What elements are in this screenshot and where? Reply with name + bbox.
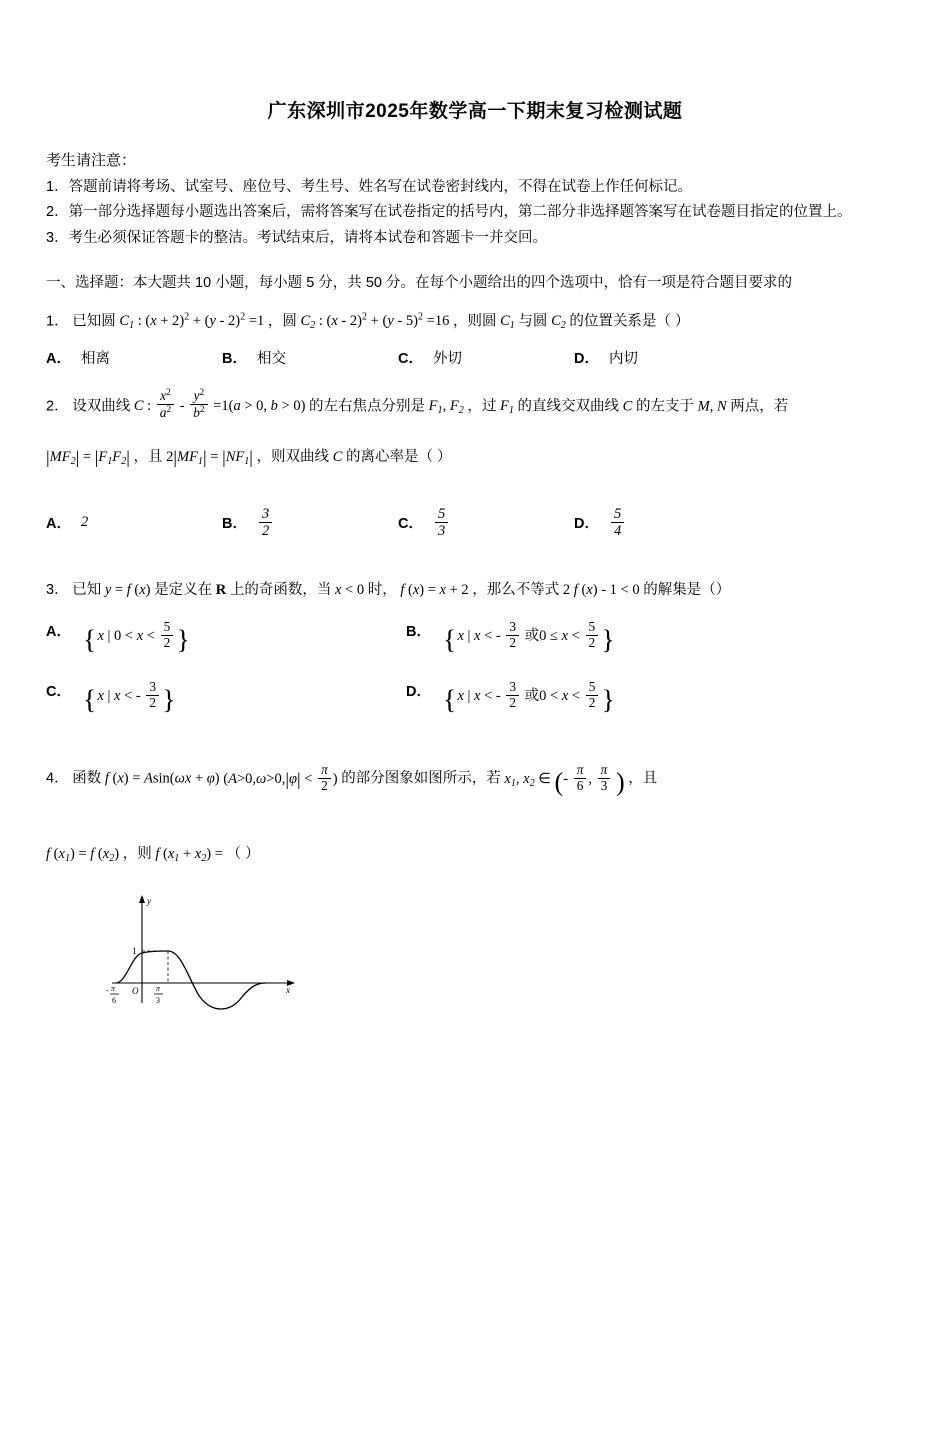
option-2c[interactable] bbox=[398, 506, 574, 539]
svg-text:π: π bbox=[156, 984, 161, 994]
option-2a-value: 2 bbox=[80, 514, 89, 531]
page-title: 广东深圳市2025年数学高一下期末复习检测试题 bbox=[267, 101, 683, 122]
option-3d-set: { x | x < - $\frac{3}{2}$ 或0 < x < $\frac{5}{2}$ } bbox=[442, 678, 615, 715]
question-4-figure bbox=[90, 893, 904, 1028]
svg-text:3: 3 bbox=[156, 996, 160, 1006]
option-3b-label: B． bbox=[406, 624, 431, 641]
question-2-condition-1: $|MF_2| = |F_1F_2|$ bbox=[46, 446, 130, 467]
question-2-text-h: ，则双曲线 bbox=[256, 448, 330, 465]
question-4 bbox=[46, 761, 904, 803]
question-3-condition: x < 0 bbox=[334, 582, 365, 599]
question-2-f1: $F_1$ bbox=[500, 397, 514, 417]
option-3b[interactable] bbox=[406, 620, 766, 655]
question-2-text-f: 两点，若 bbox=[730, 397, 789, 414]
question-1-c1-ref: $C_1$ bbox=[500, 313, 515, 332]
option-2d-label: D． bbox=[574, 516, 599, 533]
option-3c-label: C． bbox=[46, 683, 71, 700]
option-3b-set: { x | x < - $\frac{3}{2}$ 或0 ≤ x < $\frac{5}{2}$ } bbox=[442, 619, 615, 655]
question-2-curve-c: C bbox=[622, 397, 633, 414]
question-1-circle1-equation: $C_1$ : $(x + 2)^2 + (y - 2)^2 =1$ bbox=[119, 311, 268, 332]
option-2c-num: 5 bbox=[435, 506, 448, 523]
option-3a[interactable] bbox=[46, 620, 406, 655]
question-1 bbox=[46, 310, 904, 335]
question-2-number: 2． bbox=[46, 397, 69, 414]
notice-heading: 考生请注意： bbox=[46, 152, 137, 169]
option-2b-label: B． bbox=[222, 516, 247, 533]
question-2-text-i: 的离心率是（ ） bbox=[345, 448, 452, 465]
option-2d-den: 4 bbox=[613, 523, 622, 540]
question-2-curve-c2: C bbox=[332, 448, 343, 465]
question-3-text-e: ，那么不等式 bbox=[472, 582, 560, 599]
question-4-text-d: ，则 bbox=[122, 845, 152, 862]
question-3-inequality: 2 f (x) - 1 < 0 bbox=[562, 582, 640, 599]
question-1-tail2: 与圆 bbox=[518, 313, 548, 330]
option-1b-text: 相交 bbox=[256, 350, 286, 367]
option-2d-num: 5 bbox=[611, 506, 624, 523]
question-2-condition-2: $2|MF_1| = |NF_1|$ bbox=[166, 446, 253, 467]
question-4-text-a: 函数 bbox=[72, 770, 102, 787]
question-1-tail3: 的位置关系是（ ） bbox=[569, 313, 690, 330]
question-3-expression: f (x) = x + 2 bbox=[400, 582, 469, 599]
svg-text:y: y bbox=[147, 896, 151, 907]
question-2-text-a: 设双曲线 bbox=[72, 397, 131, 414]
option-1b[interactable] bbox=[222, 347, 398, 368]
option-1c-text: 外切 bbox=[432, 350, 462, 367]
svg-text:x: x bbox=[286, 985, 290, 996]
document-page bbox=[0, 96, 950, 1028]
notice-item-3: 3．考生必须保证答题卡的整洁。考试结束后，请将本试卷和答题卡一并交回。 bbox=[46, 229, 548, 246]
question-4-text-c: ，且 bbox=[628, 770, 658, 787]
question-3 bbox=[46, 579, 904, 602]
option-2a[interactable] bbox=[46, 506, 222, 539]
question-4-text-b: 的部分图象如图所示，若 bbox=[341, 770, 501, 787]
option-3d[interactable] bbox=[406, 680, 766, 715]
question-2-hyperbola-equation: C : $\frac{x^2}{a^2}$ - $\frac{y^2}{b^2}$ =1(a > 0, b > 0) bbox=[133, 387, 310, 420]
question-1-circle2-equation: $C_2$ : (x - 2)$^2$ + (y - 5)$^2$ =16 bbox=[300, 311, 453, 332]
question-3-text-c: 上的奇函数，当 bbox=[229, 582, 332, 599]
svg-text:6: 6 bbox=[112, 996, 116, 1006]
question-1-tail: ，则圆 bbox=[452, 313, 497, 330]
option-3c[interactable] bbox=[46, 680, 406, 715]
question-1-mid: ，圆 bbox=[267, 313, 297, 330]
question-3-function: y = f (x) bbox=[104, 582, 151, 599]
question-2-text-e: 的左支于 bbox=[635, 397, 694, 414]
question-4-number: 4． bbox=[46, 770, 69, 787]
option-1a[interactable] bbox=[46, 347, 222, 368]
question-4-ask: f $(x_1 + x_2)$ = bbox=[155, 845, 227, 864]
question-2-text-d: 的直线交双曲线 bbox=[517, 397, 620, 414]
option-1c-label: C． bbox=[398, 350, 423, 367]
question-2-text-c: ，过 bbox=[467, 397, 497, 414]
option-3d-label: D． bbox=[406, 683, 431, 700]
option-2d-fraction bbox=[611, 506, 624, 539]
option-2b-num: 3 bbox=[259, 506, 272, 523]
notice-item-1: 1．答题前请将考场、试室号、座位号、考生号、姓名写在试卷密封线内，不得在试卷上作任何标记。 bbox=[46, 179, 693, 195]
notice-item-2: 2．第一部分选择题每小题选出答案后，需将答案写在试卷指定的括号内，第二部分非选择题答案写在试卷题目指定的位置上。 bbox=[46, 204, 852, 221]
option-1b-label: B． bbox=[222, 350, 247, 367]
question-4-equation: f $(x_1) = f$ $(x_2)$ bbox=[46, 845, 123, 864]
option-2c-fraction bbox=[435, 506, 448, 539]
svg-text:π: π bbox=[111, 984, 116, 994]
question-1-options bbox=[46, 347, 904, 368]
option-2d[interactable] bbox=[574, 506, 750, 539]
option-1a-text: 相离 bbox=[80, 350, 110, 367]
question-4-conditions: (A>0,ω>0,|φ| < $\frac{\pi}{2}$ ) bbox=[223, 761, 342, 793]
question-1-lead: 已知圆 bbox=[72, 313, 116, 330]
question-2-conditions bbox=[46, 443, 904, 472]
question-1-c2-ref: $C_2$ bbox=[551, 313, 566, 332]
question-3-text-f: 的解集是（） bbox=[643, 582, 731, 599]
question-2-foci: $F_1$, $F_2$ bbox=[428, 397, 464, 417]
option-1a-label: A． bbox=[46, 350, 71, 367]
question-2 bbox=[46, 388, 904, 421]
option-2b-den: 2 bbox=[261, 523, 270, 540]
question-2-points-mn: M, N bbox=[697, 397, 727, 414]
question-3-options-row1 bbox=[46, 620, 904, 655]
option-2b[interactable] bbox=[222, 506, 398, 539]
option-1c[interactable] bbox=[398, 347, 574, 368]
question-3-text-d: 时， bbox=[367, 582, 397, 599]
question-3-text-a: 已知 bbox=[72, 582, 102, 599]
option-3a-set: { x | 0 < x < $\frac{5}{2}$ } bbox=[82, 619, 190, 655]
question-4-function: f (x) = Asin(ωx + φ) bbox=[104, 770, 224, 787]
svg-text:-: - bbox=[106, 986, 109, 996]
question-4-xvars: $x_1$, $x_2$ ∈ (- $\frac{\pi}{6}$ , $\frac{\pi}{3}$ ) bbox=[504, 761, 625, 797]
option-2c-den: 3 bbox=[437, 523, 446, 540]
section-heading-choice: 一、选择题：本大题共 10 小题，每小题 5 分，共 50 分。在每个小题给出的四个选项中，恰有一项是符合题目要求的 bbox=[46, 275, 792, 292]
question-3-options-row2 bbox=[46, 680, 904, 715]
question-3-domain-R: R bbox=[215, 582, 227, 599]
question-2-options bbox=[46, 506, 904, 539]
option-2b-fraction bbox=[259, 506, 272, 539]
question-3-text-b: 是定义在 bbox=[154, 582, 213, 599]
option-1d-label: D． bbox=[574, 350, 599, 367]
question-2-text-g: ，且 bbox=[133, 448, 163, 465]
option-1d-text: 内切 bbox=[608, 350, 638, 367]
svg-text:1: 1 bbox=[132, 946, 137, 957]
option-3c-set: { x | x < - $\frac{3}{2}$ } bbox=[82, 678, 176, 715]
question-3-number: 3． bbox=[46, 582, 69, 599]
svg-text:O: O bbox=[132, 986, 139, 997]
question-4-paren: （ ） bbox=[226, 845, 260, 862]
option-1d[interactable] bbox=[574, 347, 750, 368]
question-2-text-b: 的左右焦点分别是 bbox=[309, 397, 426, 414]
sine-curve-graph bbox=[90, 893, 310, 1023]
question-4-second-line bbox=[46, 843, 904, 867]
option-3a-label: A． bbox=[46, 624, 71, 641]
option-2a-label: A． bbox=[46, 516, 71, 533]
option-2c-label: C． bbox=[398, 516, 423, 533]
question-1-number: 1． bbox=[46, 313, 69, 330]
